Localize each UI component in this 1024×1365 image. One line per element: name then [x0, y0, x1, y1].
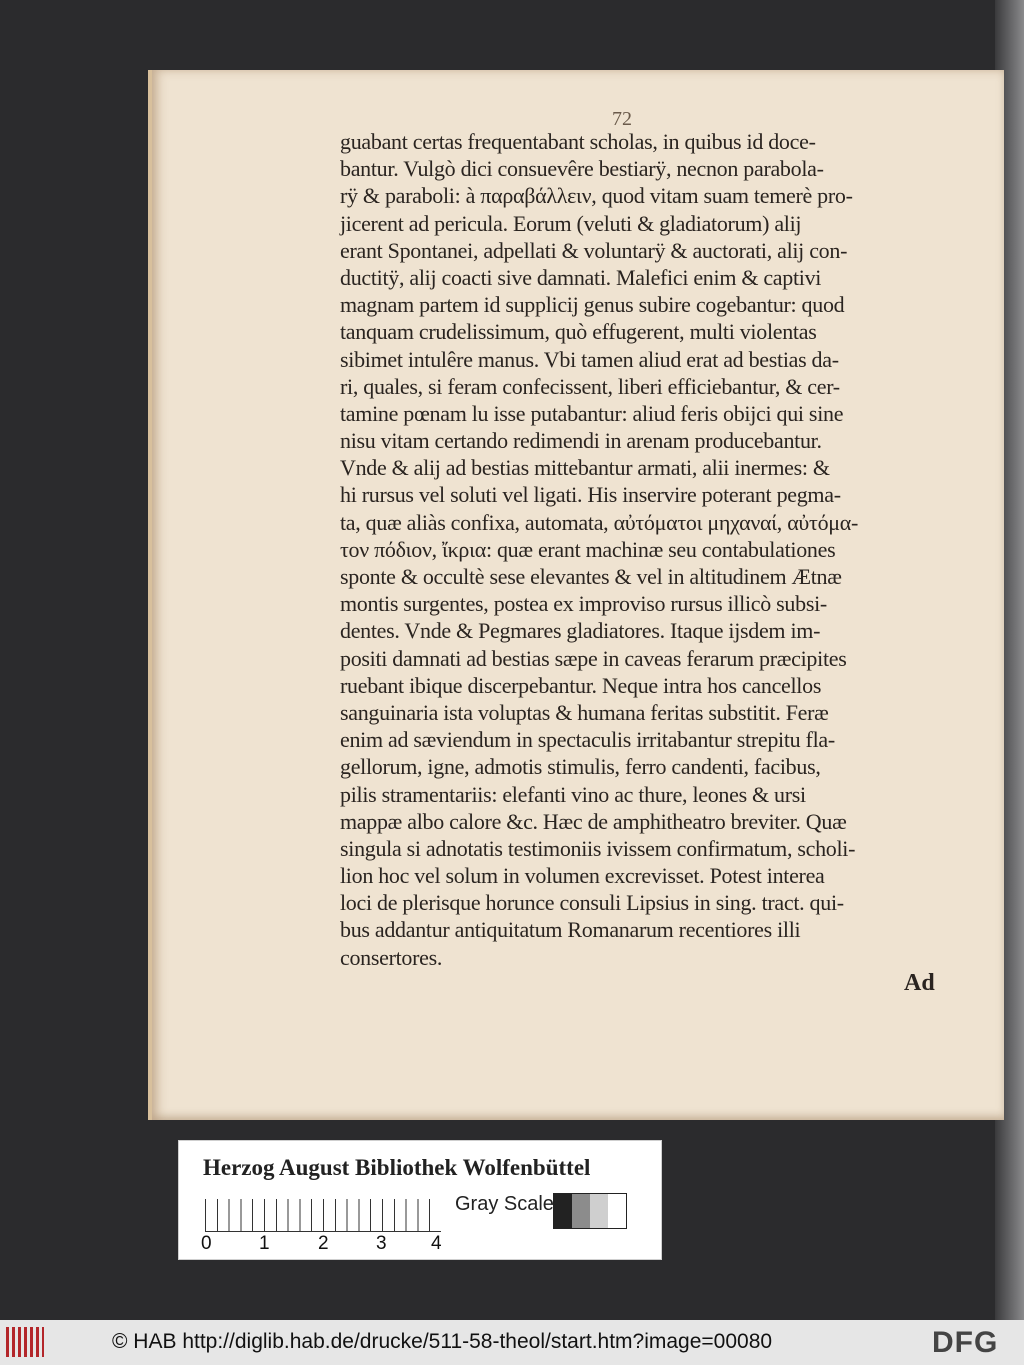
ruler — [205, 1199, 441, 1232]
text-line: mappæ albo calore &c. Hæc de amphitheatro breviter. Quæ — [340, 808, 847, 834]
grayscale-swatch — [554, 1194, 572, 1228]
text-line: ta, quæ aliàs confixa, automata, αὐτόματοι μηχαναί, αὐτόμα- — [340, 509, 859, 535]
page-number: 72 — [612, 108, 632, 130]
color-scale-card — [178, 1140, 662, 1260]
grayscale-swatch — [572, 1194, 590, 1228]
ruler-number: 0 — [201, 1233, 212, 1254]
grayscale-swatches — [553, 1193, 627, 1229]
text-line: sibimet intulêre manus. Vbi tamen aliud erat ad bestias da- — [340, 346, 839, 372]
book-page — [148, 70, 1004, 1120]
ruler-number: 4 — [431, 1233, 442, 1254]
text-line: loci de plerisque horunce consuli Lipsius in sing. tract. qui- — [340, 890, 844, 916]
text-line: bantur. Vulgò dici consuevêre bestiarÿ, necnon parabola- — [340, 156, 824, 182]
text-line: positi damnati ad bestias sæpe in caveas ferarum præcipites — [340, 645, 847, 671]
dfg-logo: DFG — [932, 1326, 999, 1359]
ruler-number: 2 — [318, 1233, 329, 1254]
text-line: ductitÿ, alij coacti sive damnati. Malefici enim & captivi — [340, 264, 822, 290]
copyright-link[interactable]: © HAB http://diglib.hab.de/drucke/511-58-theol/start.htm?image=00080 — [112, 1330, 773, 1353]
text-line: erant Spontanei, adpellati & voluntarÿ & auctorati, alij con- — [340, 237, 848, 263]
text-line: lion hoc vel solum in volumen excrevisset. Potest interea — [340, 863, 825, 889]
text-line: pilis stramentariis: elefanti vino ac thure, leones & ursi — [340, 781, 806, 807]
grayscale-swatch — [608, 1194, 626, 1228]
text-line: tanquam crudelissimum, quò effugerent, multi violentas — [340, 319, 817, 345]
ruler-number: 1 — [259, 1233, 270, 1254]
catchword: Ad — [904, 970, 935, 996]
footer-bar — [0, 1320, 1024, 1365]
library-name: Herzog August Bibliothek Wolfenbüttel — [203, 1155, 591, 1180]
text-line: ruebant ibique discerpebantur. Neque intra hos cancellos — [340, 672, 822, 698]
text-line: nisu vitam certando redimendi in arenam producebantur. — [340, 428, 822, 454]
text-line: ri, quales, si feram confecissent, liberi efficiebantur, & cer- — [340, 373, 840, 399]
text-line: τον πόδιον, ἴκρια: quæ erant machinæ seu contabulationes — [340, 536, 836, 562]
text-line: enim ad sæviendum in spectaculis irritabantur strepitu fla- — [340, 727, 835, 753]
text-line: sponte & occultè sese elevantes & vel in altitudinem Ætnæ — [340, 564, 842, 589]
grayscale-swatch — [590, 1194, 608, 1228]
page-text — [340, 128, 940, 971]
hab-logo-icon — [6, 1327, 44, 1357]
text-line: guabant certas frequentabant scholas, in quibus id doce- — [340, 129, 816, 154]
text-line: hi rursus vel soluti vel ligati. His inservire poterant pegma- — [340, 482, 841, 508]
text-line: Vnde & alij ad bestias mittebantur armati, alii inermes: & — [340, 455, 830, 481]
ruler-number: 3 — [376, 1233, 387, 1254]
text-line: bus addantur antiquitatum Romanarum recentiores illi — [340, 917, 801, 943]
text-line: sanguinaria ista voluptas & humana feritas substitit. Feræ — [340, 699, 829, 725]
grayscale-label: Gray Scale — [455, 1193, 554, 1215]
text-line: montis surgentes, postea ex improviso rursus illicò subsi- — [340, 591, 827, 617]
text-line: dentes. Vnde & Pegmares gladiatores. Itaque ijsdem im- — [340, 618, 821, 644]
text-line: jicerent ad pericula. Eorum (veluti & gladiatorum) alij — [340, 210, 802, 236]
text-line: consertores. — [340, 944, 443, 970]
text-line: magnam partem id supplicij genus subire cogebantur: quod — [340, 292, 845, 318]
text-line: tamine pœnam lu isse putabantur: aliud feris obijci qui sine — [340, 400, 844, 426]
text-line: rÿ & paraboli: à παραβάλλειν, quod vitam suam temerè pro- — [340, 183, 853, 209]
text-line: gellorum, igne, admotis stimulis, ferro candenti, facibus, — [340, 754, 821, 780]
text-line: singula si adnotatis testimoniis ivissem confirmatum, scholi- — [340, 835, 856, 861]
